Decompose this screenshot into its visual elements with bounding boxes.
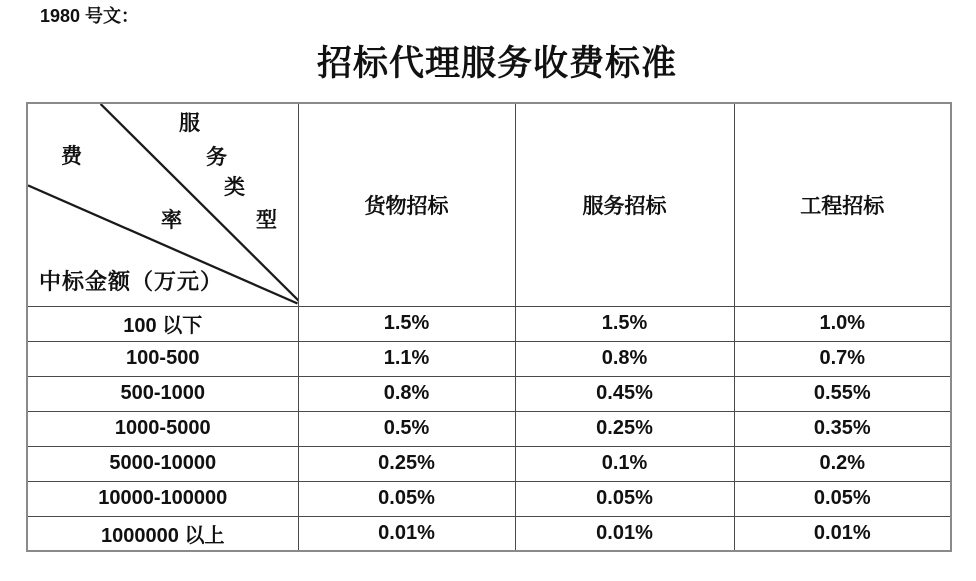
diagonal-header-cell (27, 103, 298, 306)
header-row (27, 103, 951, 306)
doc-ref-label: 1980 号文： (40, 6, 140, 26)
fee-rate-char: 费 (61, 144, 82, 168)
fee-value-cell: 0.5% (298, 411, 515, 446)
title-wrap (0, 40, 976, 88)
fee-value-cell: 0.25% (298, 446, 515, 481)
fee-value-cell: 0.01% (298, 516, 515, 551)
column-header-works: 工程招标 (734, 103, 951, 306)
fee-value-cell: 0.05% (515, 481, 734, 516)
fee-value-cell: 0.35% (734, 411, 951, 446)
fee-value-cell: 1.1% (298, 341, 515, 376)
table-row (27, 411, 951, 446)
fee-value-cell: 0.05% (298, 481, 515, 516)
fee-value-cell: 0.7% (734, 341, 951, 376)
fee-value-cell: 1.5% (515, 306, 734, 341)
fee-value-cell: 0.05% (734, 481, 951, 516)
fee-rate-char: 率 (161, 208, 182, 232)
row-range-cell: 500-1000 (27, 376, 298, 411)
row-range-cell: 1000-5000 (27, 411, 298, 446)
fee-value-cell: 0.8% (298, 376, 515, 411)
column-header-goods: 货物招标 (298, 103, 515, 306)
fee-value-cell: 0.1% (515, 446, 734, 481)
service-type-char: 务 (206, 145, 227, 169)
row-range-cell: 1000000 以上 (27, 516, 298, 551)
fee-value-cell: 0.8% (515, 341, 734, 376)
column-header-services: 服务招标 (515, 103, 734, 306)
page-title: 招标代理服务收费标准 (316, 44, 677, 83)
row-range-cell: 10000-100000 (27, 481, 298, 516)
service-type-char: 类 (224, 175, 245, 199)
fee-value-cell: 0.01% (734, 516, 951, 551)
row-range-cell: 100 以下 (27, 306, 298, 341)
fee-value-cell: 0.01% (515, 516, 734, 551)
table-row (27, 446, 951, 481)
service-type-char: 型 (256, 208, 277, 232)
service-type-char: 服 (179, 111, 200, 135)
table-row (27, 341, 951, 376)
fee-value-cell: 0.45% (515, 376, 734, 411)
amount-axis-label: 中标金额（万元） (39, 269, 224, 294)
fee-value-cell: 1.0% (734, 306, 951, 341)
row-range-cell: 100-500 (27, 341, 298, 376)
table-row (27, 306, 951, 341)
fee-value-cell: 1.5% (298, 306, 515, 341)
table-row (27, 516, 951, 551)
fee-table (26, 102, 952, 552)
fee-value-cell: 0.25% (515, 411, 734, 446)
fee-value-cell: 0.2% (734, 446, 951, 481)
fee-value-cell: 0.55% (734, 376, 951, 411)
table-row (27, 376, 951, 411)
table-row (27, 481, 951, 516)
row-range-cell: 5000-10000 (27, 446, 298, 481)
